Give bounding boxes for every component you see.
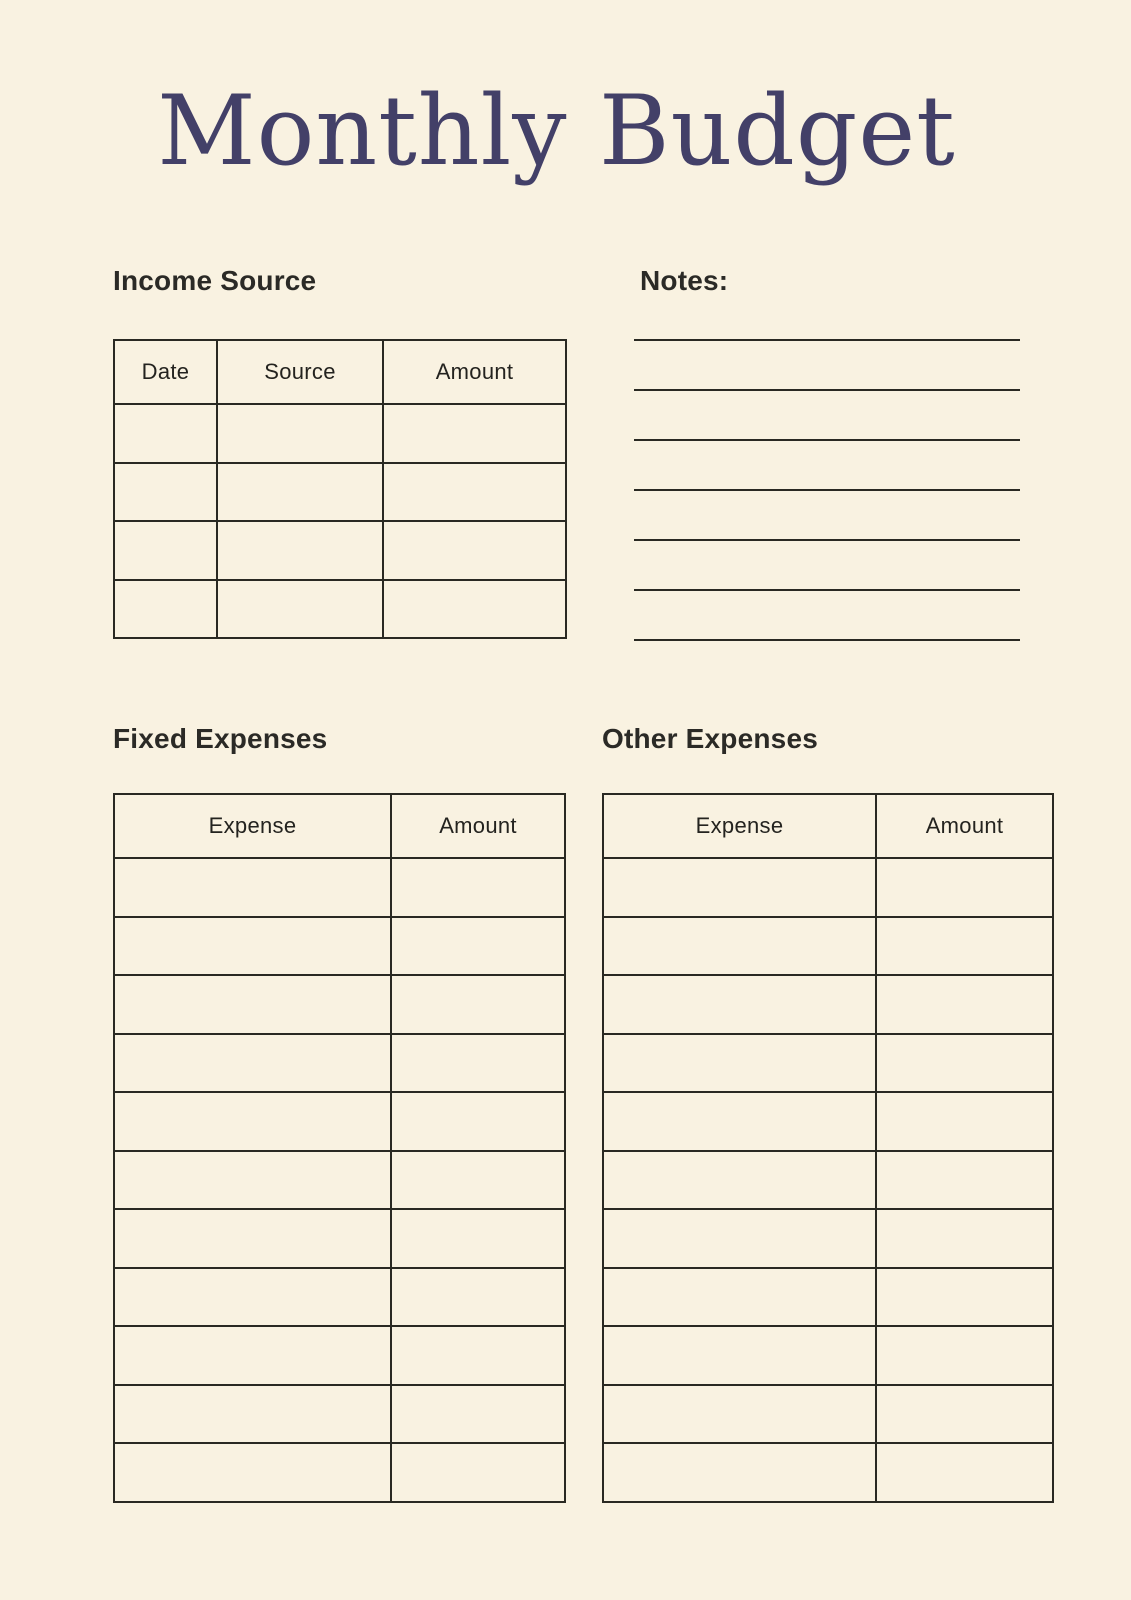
table-cell	[114, 404, 217, 463]
table-row	[114, 1443, 565, 1502]
table-cell	[876, 975, 1053, 1034]
table-cell	[217, 521, 383, 580]
table-row	[114, 1268, 565, 1327]
note-line	[634, 639, 1020, 689]
table-row	[603, 1092, 1053, 1151]
table-cell	[114, 1443, 391, 1502]
table-row	[603, 1326, 1053, 1385]
table-cell	[391, 917, 565, 976]
table-cell	[876, 1151, 1053, 1210]
note-line	[634, 539, 1020, 589]
notes-heading: Notes:	[640, 265, 729, 296]
column-header-date: Date	[114, 340, 217, 404]
column-header-amount: Amount	[383, 340, 566, 404]
table-cell	[603, 1092, 876, 1151]
table-cell	[391, 1151, 565, 1210]
table-row	[114, 463, 566, 522]
table-row	[114, 1326, 565, 1385]
note-line	[634, 589, 1020, 639]
table-cell	[391, 1034, 565, 1093]
column-header-expense: Expense	[114, 794, 391, 858]
table-cell	[383, 463, 566, 522]
table-cell	[114, 1209, 391, 1268]
note-line	[634, 489, 1020, 539]
fixed-expenses-table	[113, 793, 566, 1503]
column-header-expense: Expense	[603, 794, 876, 858]
table-cell	[114, 1326, 391, 1385]
table-cell	[876, 1034, 1053, 1093]
table-cell	[603, 975, 876, 1034]
table-cell	[114, 1034, 391, 1093]
table-cell	[114, 975, 391, 1034]
table-row	[114, 521, 566, 580]
table-cell	[114, 858, 391, 917]
table-cell	[876, 1268, 1053, 1327]
table-cell	[603, 1209, 876, 1268]
table-cell	[217, 404, 383, 463]
table-cell	[391, 975, 565, 1034]
table-cell	[114, 1151, 391, 1210]
table-cell	[114, 521, 217, 580]
table-header-row	[114, 340, 566, 404]
income-table-body	[114, 404, 566, 638]
table-cell	[876, 858, 1053, 917]
table-cell	[391, 858, 565, 917]
table-cell	[603, 1385, 876, 1444]
table-row	[114, 1151, 565, 1210]
table-row	[603, 917, 1053, 976]
table-cell	[114, 917, 391, 976]
table-cell	[391, 1326, 565, 1385]
table-cell	[876, 1443, 1053, 1502]
table-cell	[391, 1385, 565, 1444]
other-expenses-table	[602, 793, 1054, 1503]
column-header-amount: Amount	[391, 794, 565, 858]
fixed-expenses-heading: Fixed Expenses	[113, 723, 328, 754]
table-cell	[114, 580, 217, 639]
table-header-row	[603, 794, 1053, 858]
table-cell	[114, 1268, 391, 1327]
income-source-table	[113, 339, 567, 639]
table-row	[114, 580, 566, 639]
note-line	[634, 439, 1020, 489]
column-header-amount: Amount	[876, 794, 1053, 858]
table-cell	[876, 1092, 1053, 1151]
table-cell	[114, 1092, 391, 1151]
table-row	[603, 1151, 1053, 1210]
table-cell	[876, 1209, 1053, 1268]
table-cell	[876, 1385, 1053, 1444]
table-cell	[391, 1209, 565, 1268]
table-cell	[603, 1034, 876, 1093]
table-cell	[114, 463, 217, 522]
table-row	[603, 1443, 1053, 1502]
table-row	[114, 975, 565, 1034]
note-line	[634, 339, 1020, 389]
table-cell	[217, 580, 383, 639]
table-cell	[114, 1385, 391, 1444]
table-row	[114, 404, 566, 463]
table-row	[603, 858, 1053, 917]
other-expenses-heading: Other Expenses	[602, 723, 818, 754]
fixed-expenses-table-body	[114, 858, 565, 1502]
notes-lines-area	[634, 339, 1020, 689]
table-row	[114, 1385, 565, 1444]
page-title: Monthly Budget	[157, 75, 956, 187]
income-source-heading: Income Source	[113, 265, 317, 296]
other-expenses-table-body	[603, 858, 1053, 1502]
column-header-source: Source	[217, 340, 383, 404]
table-cell	[603, 1151, 876, 1210]
table-cell	[603, 1443, 876, 1502]
table-cell	[603, 1268, 876, 1327]
table-cell	[217, 463, 383, 522]
table-cell	[603, 917, 876, 976]
table-cell	[391, 1443, 565, 1502]
table-row	[603, 975, 1053, 1034]
table-row	[603, 1209, 1053, 1268]
note-line	[634, 389, 1020, 439]
table-cell	[876, 1326, 1053, 1385]
table-header-row	[114, 794, 565, 858]
table-row	[114, 858, 565, 917]
table-row	[603, 1034, 1053, 1093]
table-cell	[603, 858, 876, 917]
table-row	[114, 917, 565, 976]
table-row	[114, 1034, 565, 1093]
table-row	[114, 1209, 565, 1268]
table-cell	[391, 1268, 565, 1327]
table-row	[603, 1268, 1053, 1327]
table-row	[114, 1092, 565, 1151]
table-cell	[383, 580, 566, 639]
table-cell	[603, 1326, 876, 1385]
table-cell	[383, 521, 566, 580]
table-cell	[391, 1092, 565, 1151]
table-cell	[876, 917, 1053, 976]
table-row	[603, 1385, 1053, 1444]
table-cell	[383, 404, 566, 463]
